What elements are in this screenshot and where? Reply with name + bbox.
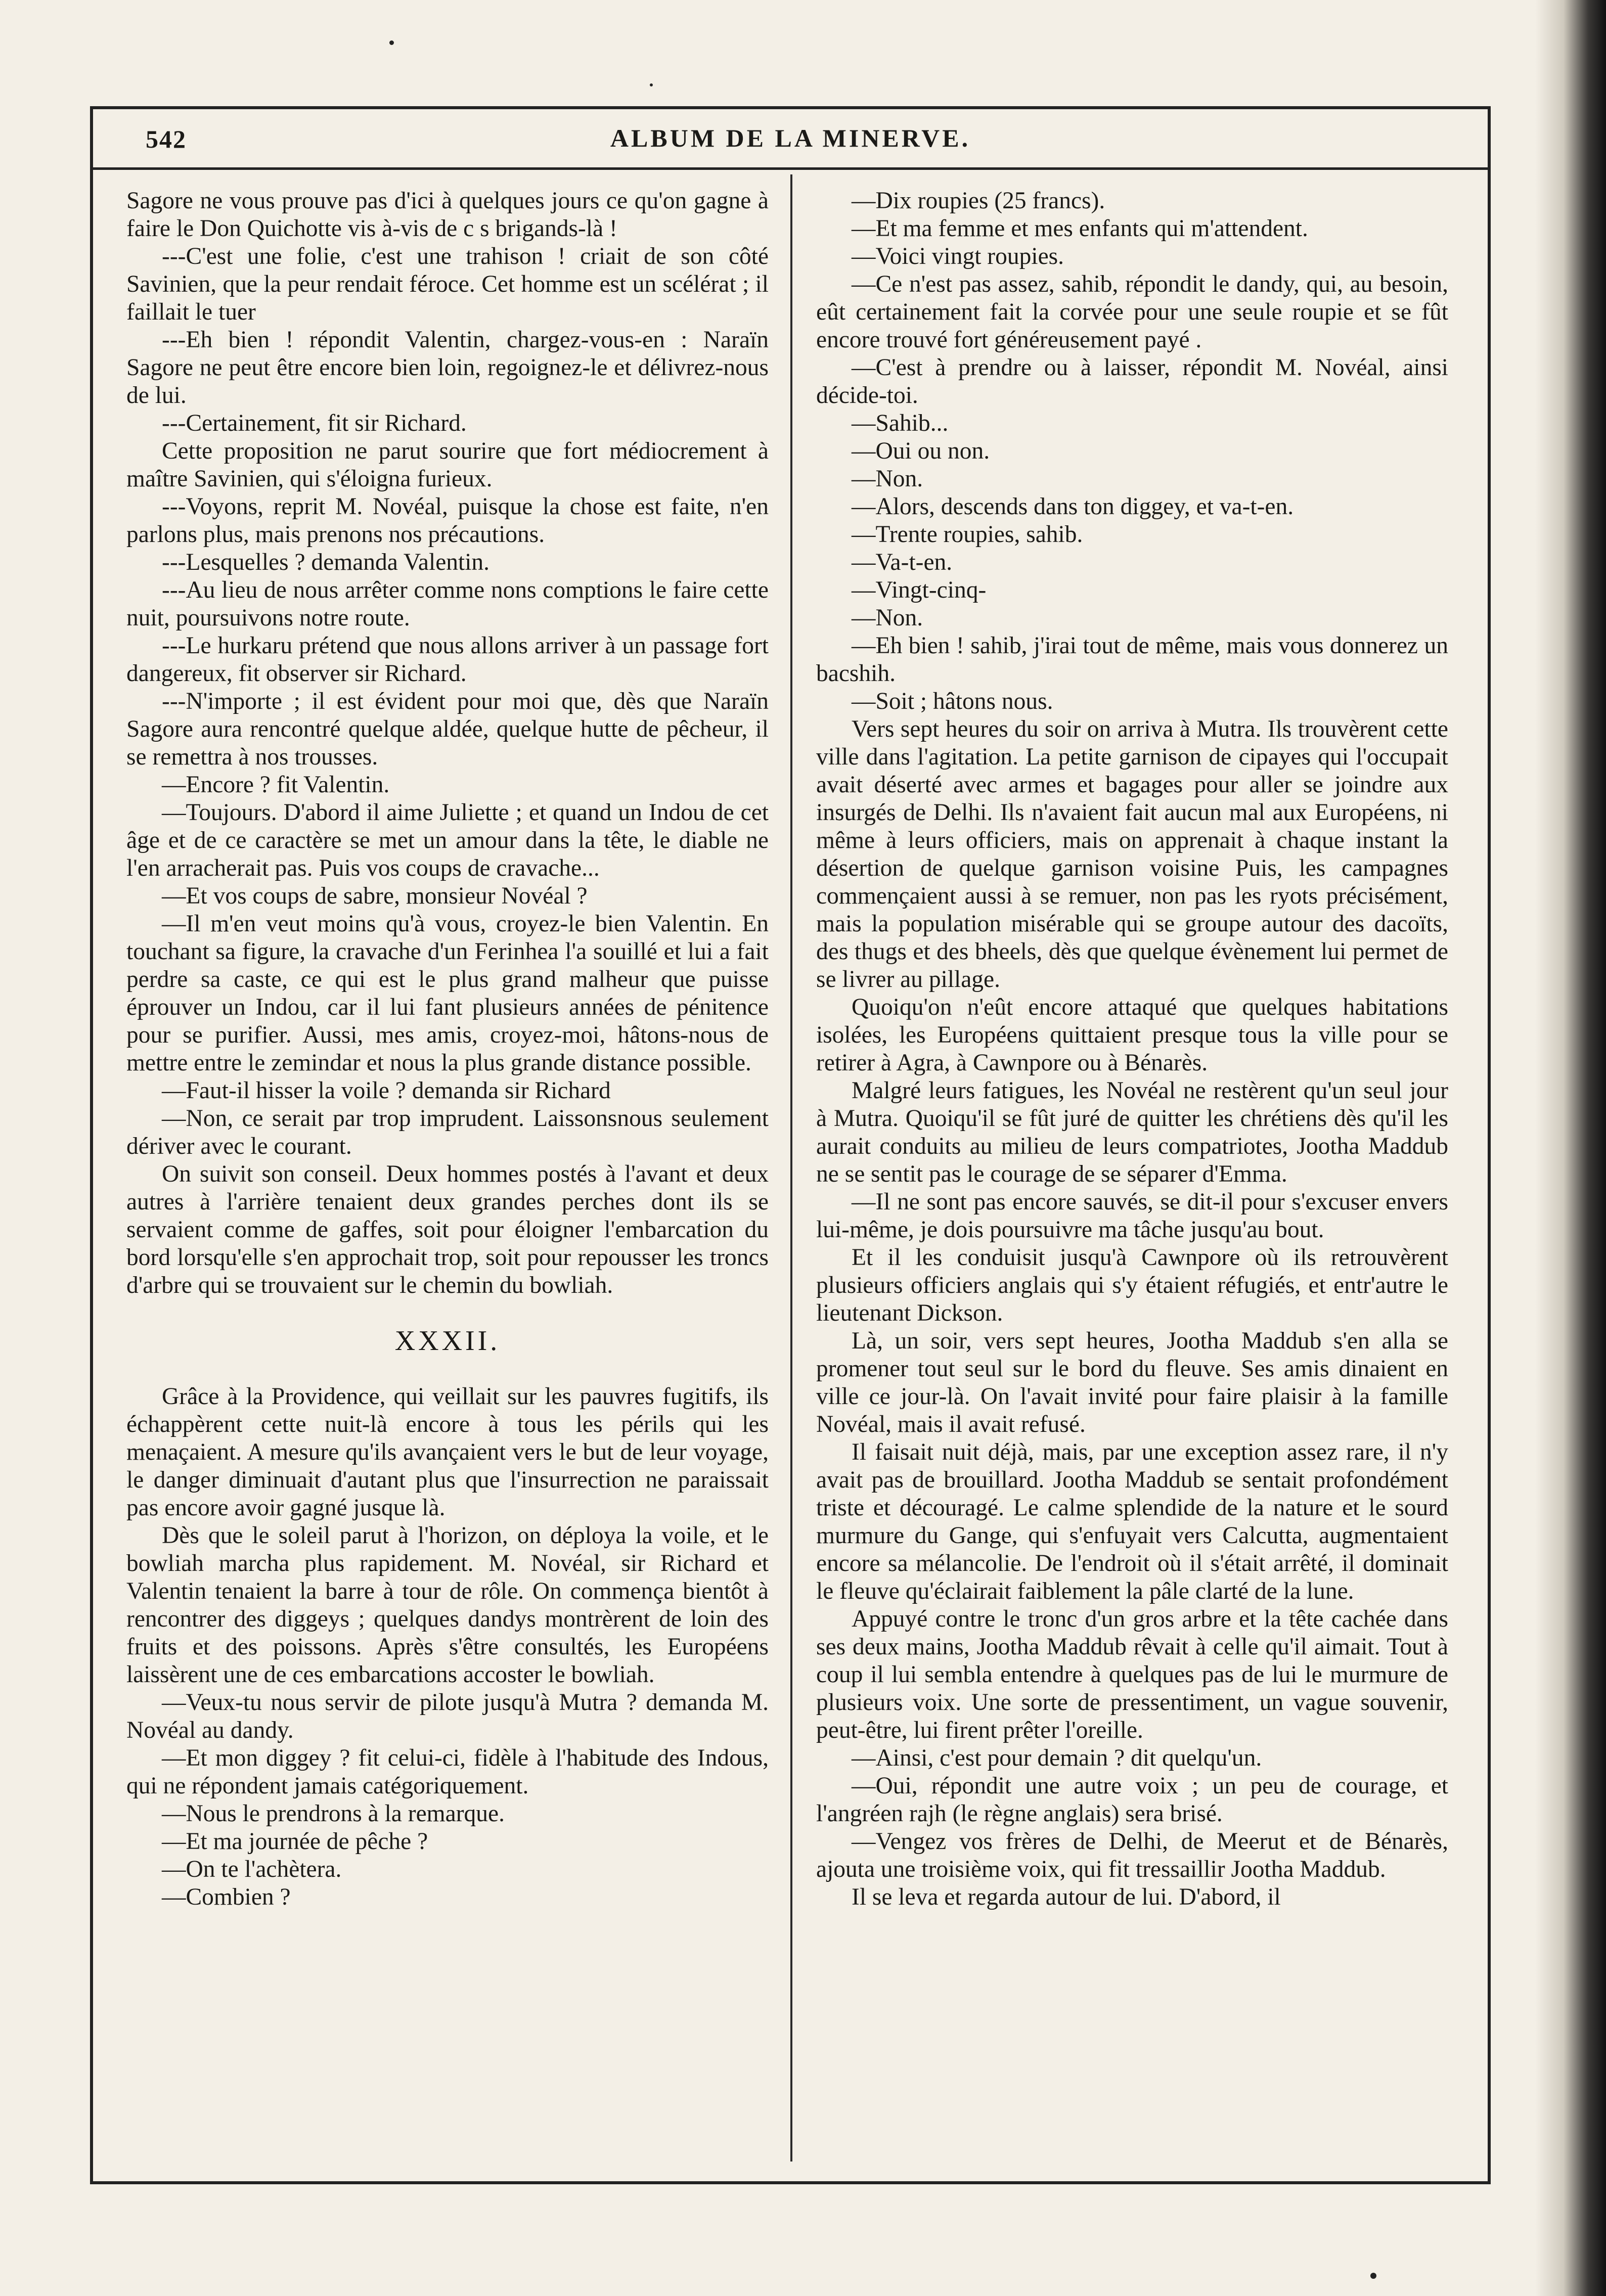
paragraph: —Voici vingt roupies. bbox=[852, 243, 1064, 269]
paragraph: —Combien ? bbox=[162, 1884, 291, 1910]
paragraph: —Encore ? fit Valentin. bbox=[162, 772, 390, 798]
paragraph: —Va-t-en. bbox=[852, 549, 953, 575]
paragraph: Sagore ne vous prouve pas d'ici à quelques jours ce qu'on gagne à faire le Don Quichotte vis à-vis de c s brigands-là ! bbox=[126, 188, 769, 242]
paragraph: Cette proposition ne parut sourire que fort médiocrement à maître Savinien, qui s'éloigna furieux. bbox=[126, 438, 769, 492]
paragraph: —Veux-tu nous servir de pilote jusqu'à Mutra ? demanda M. Novéal au dandy. bbox=[126, 1689, 769, 1743]
paragraph: —Vengez vos frères de Delhi, de Meerut et de Bénarès, ajouta une troisième voix, qui fit tressaillir Jootha Maddub. bbox=[816, 1828, 1448, 1882]
paragraph: Il faisait nuit déjà, mais, par une exception assez rare, il n'y avait pas de brouillard. Jootha Maddub se sentait profondément triste et découragé. Le calme splendide de la nature et le sourd murmure du Gange, qui s'enfuyait vers Calcutta, augmentaient encore sa mélancolie. De l'endroit où il s'était arrêté, il dominait le fleuve qu'éclairait faiblement la pâle clarté de la lune. bbox=[816, 1439, 1448, 1604]
paragraph: ---Voyons, reprit M. Novéal, puisque la chose est faite, n'en parlons plus, mais prenons nos précautions. bbox=[126, 493, 769, 548]
column-divider bbox=[790, 174, 792, 2162]
paragraph: —Oui ou non. bbox=[852, 438, 990, 464]
paragraph: —Soit ; hâtons nous. bbox=[852, 688, 1053, 714]
paragraph: Et il les conduisit jusqu'à Cawnpore où ils retrouvèrent plusieurs officiers anglais qui s'y étaient réfugiés, et entr'autre le lieutenant Dickson. bbox=[816, 1244, 1448, 1326]
paragraph: ---Eh bien ! répondit Valentin, chargez-vous-en : Naraïn Sagore ne peut être encore bien loin, regoignez-le et délivrez-nous de lui. bbox=[126, 327, 769, 409]
left-column-text-after bbox=[126, 1383, 769, 1911]
paragraph: —Il m'en veut moins qu'à vous, croyez-le bien Valentin. En touchant sa figure, la cravache d'un Ferinhea l'a souillé et lui a fait perdre sa caste, ce qui est le plus grand malheur que puisse éprouver un Indou, car il lui fant plusieurs années de pénitence pour se purifier. Aussi, mes amis, croyez-moi, hâtons-nous de mettre entre le zemindar et nous la plus grande distance possible. bbox=[126, 911, 769, 1076]
paragraph: —Et vos coups de sabre, monsieur Novéal ? bbox=[162, 883, 588, 909]
page-header bbox=[90, 114, 1491, 170]
paragraph: ---Au lieu de nous arrêter comme nons comptions le faire cette nuit, poursuivons notre route. bbox=[126, 577, 769, 631]
page-number: 542 bbox=[146, 125, 187, 153]
paragraph: —Vingt-cinq- bbox=[852, 577, 987, 603]
paragraph: ---Le hurkaru prétend que nous allons arriver à un passage fort dangereux, fit observer sir Richard. bbox=[126, 633, 769, 687]
right-column-text bbox=[816, 187, 1448, 1911]
paragraph: —Eh bien ! sahib, j'irai tout de même, mais vous donnerez un bacshih. bbox=[816, 633, 1448, 687]
paragraph: Dès que le soleil parut à l'horizon, on déploya la voile, et le bowliah marcha plus rapidement. M. Novéal, sir Richard et Valentin tenaient la barre à tour de rôle. On commença bientôt à rencontrer des diggeys ; quelques dandys montrèrent de loin des fruits et des poissons. Après s'être consultés, les Européens laissèrent une de ces embarcations accoster le bowliah. bbox=[126, 1522, 769, 1688]
paragraph: —Oui, répondit une autre voix ; un peu de courage, et l'angréen rajh (le règne anglais) sera brisé. bbox=[816, 1773, 1448, 1827]
paragraph: —On te l'achètera. bbox=[162, 1856, 342, 1882]
paragraph: —Non. bbox=[852, 466, 923, 492]
chapter-heading: XXXII. bbox=[394, 1325, 501, 1357]
paragraph: —Dix roupies (25 francs). bbox=[852, 188, 1105, 214]
paragraph: Il se leva et regarda autour de lui. D'abord, il bbox=[852, 1884, 1281, 1910]
right-column bbox=[816, 187, 1448, 1911]
paragraph: ---Certainement, fit sir Richard. bbox=[162, 410, 467, 436]
paragraph: Appuyé contre le tronc d'un gros arbre et la tête cachée dans ses deux mains, Jootha Maddub rêvait à celle qu'il aimait. Tout à coup il lui sembla entendre à quelques pas de lui le murmure de plusieurs voix. Une sorte de pressentiment, un vague souvenir, peut-être, lui firent prêter l'oreille. bbox=[816, 1606, 1448, 1743]
paragraph: Grâce à la Providence, qui veillait sur les pauvres fugitifs, ils échappèrent cette nuit-là encore à tous les périls qui les menaçaient. A mesure qu'ils avançaient vers le but de leur voyage, le danger diminuait d'autant plus que l'insurrection ne paraissait pas encore avoir gagné jusque là. bbox=[126, 1383, 769, 1521]
paragraph: ---N'importe ; il est évident pour moi que, dès que Naraïn Sagore aura rencontré quelque aldée, quelque hutte de pêcheur, il se remettra à nos trousses. bbox=[126, 688, 769, 770]
paragraph: Quoiqu'on n'eût encore attaqué que quelques habitations isolées, les Européens quittaient presque tous la ville pour se retirer à Agra, à Cawnpore ou à Bénarès. bbox=[816, 994, 1448, 1076]
running-title: ALBUM DE LA MINERVE. bbox=[610, 124, 971, 152]
paragraph: —Sahib... bbox=[852, 410, 949, 436]
paragraph: —Et ma journée de pêche ? bbox=[162, 1828, 428, 1855]
paragraph: Malgré leurs fatigues, les Novéal ne restèrent qu'un seul jour à Mutra. Quoiqu'il se fût juré de quitter les chrétiens dès qu'il les aurait conduits au milieu de leurs compatriotes, Jootha Maddub ne se sentit pas le courage de se séparer d'Emma. bbox=[816, 1077, 1448, 1187]
left-column bbox=[126, 187, 769, 1911]
paragraph: —Nous le prendrons à la remarque. bbox=[162, 1800, 505, 1827]
paragraph: On suivit son conseil. Deux hommes postés à l'avant et deux autres à l'arrière tenaient deux grandes perches dont ils se servaient comme de gaffes, soit pour éloigner l'embarcation du bord lorsqu'elle s'en approchait trop, soit pour repousser les troncs d'arbre qui se trouvaient sur le chemin du bowliah. bbox=[126, 1161, 769, 1298]
binding-shadow bbox=[1535, 0, 1606, 2296]
paragraph: —Alors, descends dans ton diggey, et va-t-en. bbox=[852, 493, 1294, 520]
paragraph: —Faut-il hisser la voile ? demanda sir Richard bbox=[162, 1077, 611, 1104]
paragraph: ---C'est une folie, c'est une trahison ! criait de son côté Savinien, que la peur rendait féroce. Cet homme est un scélérat ; il faillait le tuer bbox=[126, 243, 769, 325]
ink-speck bbox=[1370, 2273, 1376, 2279]
paragraph: ---Lesquelles ? demanda Valentin. bbox=[162, 549, 490, 575]
paragraph: —Trente roupies, sahib. bbox=[852, 521, 1083, 548]
paragraph: —Il ne sont pas encore sauvés, se dit-il pour s'excuser envers lui-même, je dois poursuivre ma tâche jusqu'au bout. bbox=[816, 1189, 1448, 1243]
paragraph: Vers sept heures du soir on arriva à Mutra. Ils trouvèrent cette ville dans l'agitation. La petite garnison de cipayes qui l'occupait avait déserté avec armes et bagages pour aller se joindre aux insurgés de Delhi. Ils n'avaient fait aucun mal aux Européens, ni même à leurs officiers, mais on apprenait à chaque instant la désertion de quelque garnison voisine Puis, les campagnes commençaient aussi à se remuer, non pas les ryots précisément, mais la population misérable qui se groupe autour des dacoïts, des thugs et des bheels, dès que quelque évènement lui permet de se livrer au pillage. bbox=[816, 716, 1448, 993]
paragraph: —Ainsi, c'est pour demain ? dit quelqu'un. bbox=[852, 1745, 1262, 1771]
ink-speck bbox=[389, 40, 394, 45]
paragraph: —Non, ce serait par trop imprudent. Laissonsnous seulement dériver avec le courant. bbox=[126, 1105, 769, 1159]
paragraph: —Et mon diggey ? fit celui-ci, fidèle à l'habitude des Indous, qui ne répondent jamais catégoriquement. bbox=[126, 1745, 769, 1799]
paragraph: —Ce n'est pas assez, sahib, répondit le dandy, qui, au besoin, eût certainement fait la corvée pour une seule roupie et se fût encore trouvé fort généreusement payé . bbox=[816, 271, 1448, 353]
paragraph: —Toujours. D'abord il aime Juliette ; et quand un Indou de cet âge et de ce caractère se met un amour dans la tête, le diable ne l'en arracherait pas. Puis vos coups de cravache... bbox=[126, 799, 769, 881]
paragraph: —Non. bbox=[852, 605, 923, 631]
ink-speck bbox=[650, 83, 653, 86]
paragraph: —C'est à prendre ou à laisser, répondit M. Novéal, ainsi décide-toi. bbox=[816, 354, 1448, 409]
paragraph: Là, un soir, vers sept heures, Jootha Maddub s'en alla se promener tout seul sur le bord du fleuve. Ses amis dinaient en ville ce jour-là. On l'avait invité pour faire plaisir à la famille Novéal, mais il avait refusé. bbox=[816, 1328, 1448, 1437]
left-column-text-before bbox=[126, 187, 769, 1299]
paragraph: —Et ma femme et mes enfants qui m'attendent. bbox=[852, 215, 1308, 242]
